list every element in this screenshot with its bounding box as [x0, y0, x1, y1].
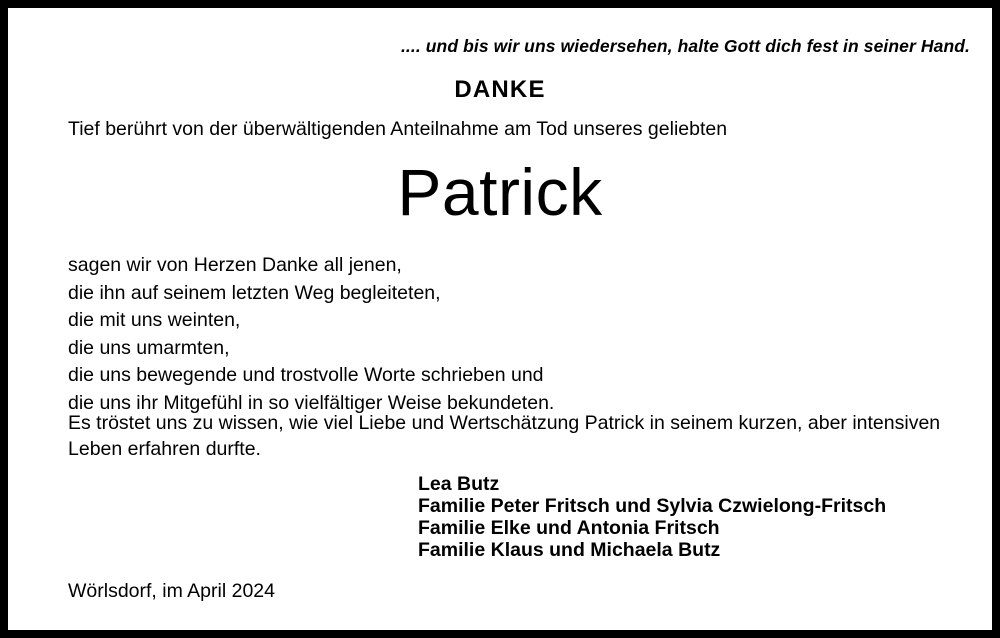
- thanks-line: die mit uns weinten,: [68, 309, 241, 332]
- thanks-line: die uns umarmten,: [68, 336, 230, 359]
- signature-line: Familie Peter Fritsch und Sylvia Czwielong-Fritsch: [418, 495, 887, 517]
- signature-line: Familie Klaus und Michaela Butz: [418, 539, 721, 561]
- intro-text: Tief berührt von der überwältigenden Anteilnahme am Tod unseres geliebten: [68, 118, 728, 140]
- motto-text: .... und bis wir uns wiedersehen, halte Gott dich fest in seiner Hand.: [400, 36, 970, 56]
- deceased-name: Patrick: [397, 155, 603, 229]
- signature-line: Lea Butz: [418, 473, 500, 495]
- page-title: DANKE: [454, 76, 546, 103]
- thanks-lines: [68, 252, 554, 418]
- thanks-line: die ihn auf seinem letzten Weg begleiteten,: [68, 281, 441, 304]
- thanks-line: die uns ihr Mitgefühl in so vielfältiger Weise bekundeten.: [68, 391, 555, 414]
- signature-line: Familie Elke und Antonia Fritsch: [418, 517, 720, 539]
- thanks-line: sagen wir von Herzen Danke all jenen,: [68, 254, 402, 276]
- thanks-line: die uns bewegende und trostvolle Worte schrieben und: [68, 364, 544, 387]
- place-and-date: Wörlsdorf, im April 2024: [68, 580, 275, 602]
- obituary-content: [8, 8, 992, 630]
- comfort-text: Es tröstet uns zu wissen, wie viel Liebe und Wertschätzung Patrick in seinem kurzen, aber intensiven Leben erfahren durfte.: [68, 412, 941, 460]
- signatures: [418, 474, 886, 562]
- obituary-card: [8, 8, 992, 630]
